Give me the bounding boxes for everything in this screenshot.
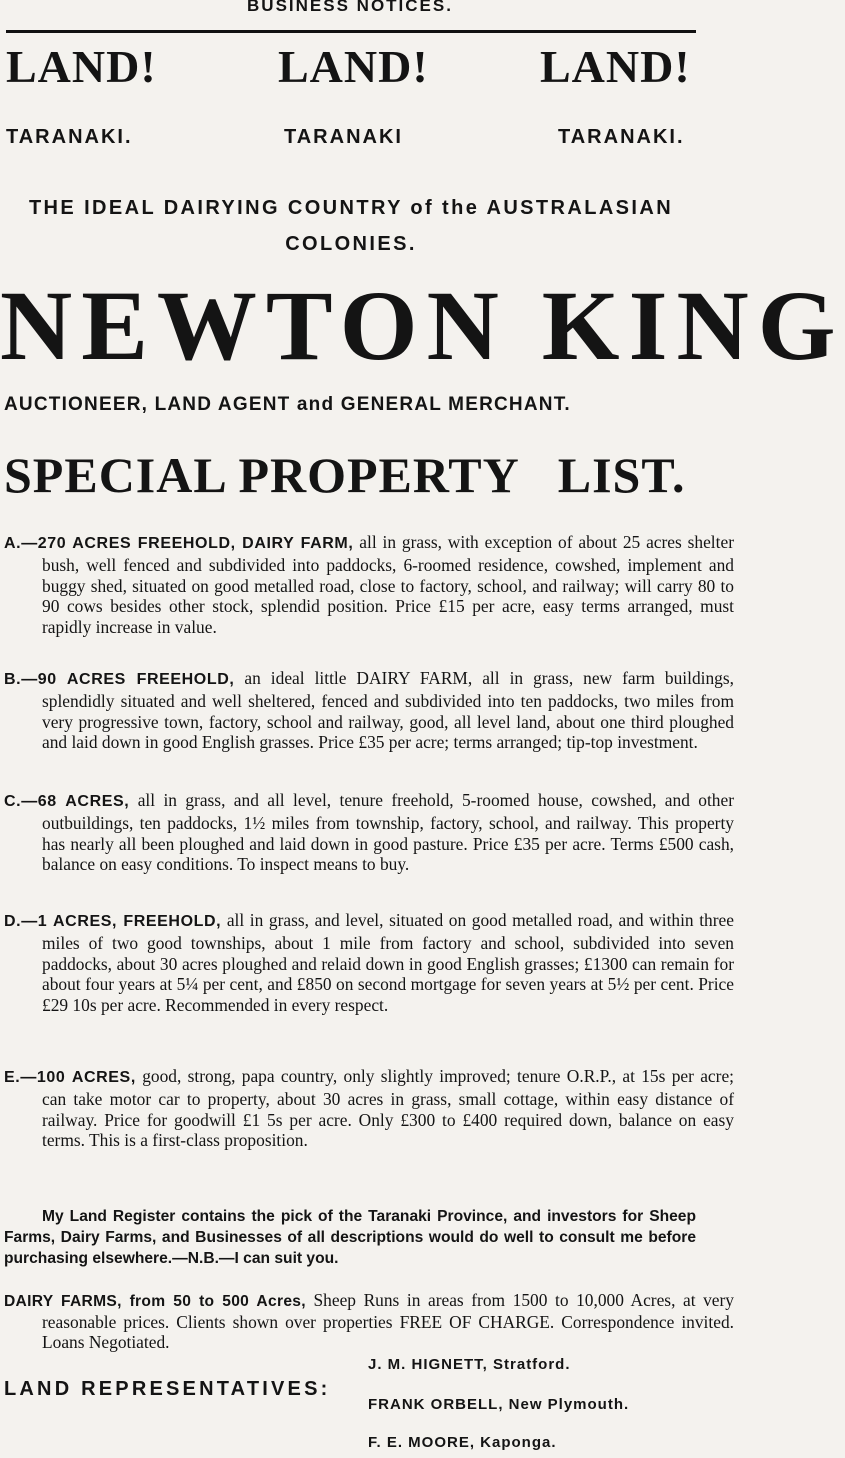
company-name: NEWTON KING: [0, 270, 845, 381]
land-heading-right: LAND!: [540, 41, 691, 92]
listing-d: [4, 910, 734, 1016]
taranaki-heading-center: TARANAKI: [284, 126, 403, 148]
listing-body: all in grass, with exception of about 25 acres shelter bush, well fenced and subdivided into paddocks, 6-roomed residence, cowshed, implement and buggy shed, situated on good metalled road, close to factory, school, and railway; will carry 80 to 90 cows besides other stock, splendid position. Price £15 per acre, easy terms arranged, must rapidly increase in value.: [42, 532, 734, 638]
land-headings: [0, 40, 700, 100]
dairy-farms-body: Sheep Runs in areas from 1500 to 10,000 Acres, at very reasonable prices. Clients shown over properties FREE OF CHARGE. Correspondence invited. Loans Negotiated.: [42, 1290, 734, 1352]
listing-body: good, strong, papa country, only slightly improved; tenure O.R.P., at 15s per acre; can take motor car to property, about 30 acres in grass, small cottage, within easy distance of railway. Price for goodwill £1 5s per acre. Only £300 to £400 required down, balance on easy terms. This is a first-class proposition.: [42, 1066, 734, 1151]
taranaki-heading-right: TARANAKI.: [558, 126, 685, 148]
representative-orbell: FRANK ORBELL, New Plymouth.: [368, 1396, 630, 1413]
listing-a: [4, 532, 734, 638]
dairy-farms-notice: [4, 1290, 734, 1352]
representative-moore: F. E. MOORE, Kaponga.: [368, 1434, 557, 1451]
listing-heading: C.—68 ACRES,: [4, 793, 130, 810]
taranaki-heading-left: TARANAKI.: [6, 126, 133, 148]
listing-body: all in grass, and level, situated on good metalled road, and within three miles of two good townships, about 1 mile from factory and school, subdivided into seven paddocks, about 30 acres ploughed and relaid down in good English grasses; £1300 can remain for about four years at 5¼ per cent, and £850 on second mortgage for seven years at 5½ per cent. Price £29 10s per acre. Recommended in every respect.: [42, 910, 734, 1016]
list-title: [4, 446, 700, 504]
listing-heading: D.—1 ACRES, FREEHOLD,: [4, 913, 222, 930]
land-heading-center: LAND!: [278, 41, 429, 92]
listing-e: [4, 1066, 734, 1151]
section-header: BUSINESS NOTICES.: [247, 0, 453, 15]
list-title-part2: LIST.: [557, 447, 686, 503]
ideal-dairying-line: THE IDEAL DAIRYING COUNTRY of the AUSTRALASIAN COLONIES.: [28, 197, 674, 255]
listing-heading: B.—90 ACRES FREEHOLD,: [4, 671, 235, 688]
listing-heading: A.—270 ACRES FREEHOLD, DAIRY FARM,: [4, 535, 354, 552]
listing-c: [4, 790, 734, 875]
listing-body: an ideal little DAIRY FARM, all in grass, new farm buildings, splendidly situated and well sheltered, fenced and subdivided into ten paddocks, two miles from very progressive town, factory, school and railway, good, all level land, about one third ploughed and laid down in good English grasses. Price £35 per acre; terms arranged; tip-top investment.: [42, 668, 734, 753]
land-representatives-label: LAND REPRESENTATIVES:: [4, 1378, 331, 1400]
listing-b: [4, 668, 734, 753]
land-heading-left: LAND!: [6, 41, 157, 92]
listing-heading: E.—100 ACRES,: [4, 1069, 136, 1086]
listing-body: all in grass, and all level, tenure freehold, 5-roomed house, cowshed, and other outbuildings, ten paddocks, 1½ miles from township, factory, school, and railway. This property has nearly all been ploughed and laid down in good pasture. Price £35 per acre. Terms £500 cash, balance on easy conditions. To inspect means to buy.: [42, 790, 734, 875]
header-rule: [6, 30, 696, 33]
occupation-line: AUCTIONEER, LAND AGENT and GENERAL MERCHANT.: [4, 394, 571, 415]
land-register-note: My Land Register contains the pick of the Taranaki Province, and investors for Sheep Farms, Dairy Farms, and Businesses of all descriptions would do well to consult me before purchasing elsewhere.—N.B.—I can suit you.: [4, 1208, 696, 1267]
list-title-part1: SPECIAL PROPERTY: [4, 447, 520, 503]
dairy-farms-heading: DAIRY FARMS, from 50 to 500 Acres,: [4, 1293, 306, 1310]
representative-hignett: J. M. HIGNETT, Stratford.: [368, 1356, 571, 1373]
